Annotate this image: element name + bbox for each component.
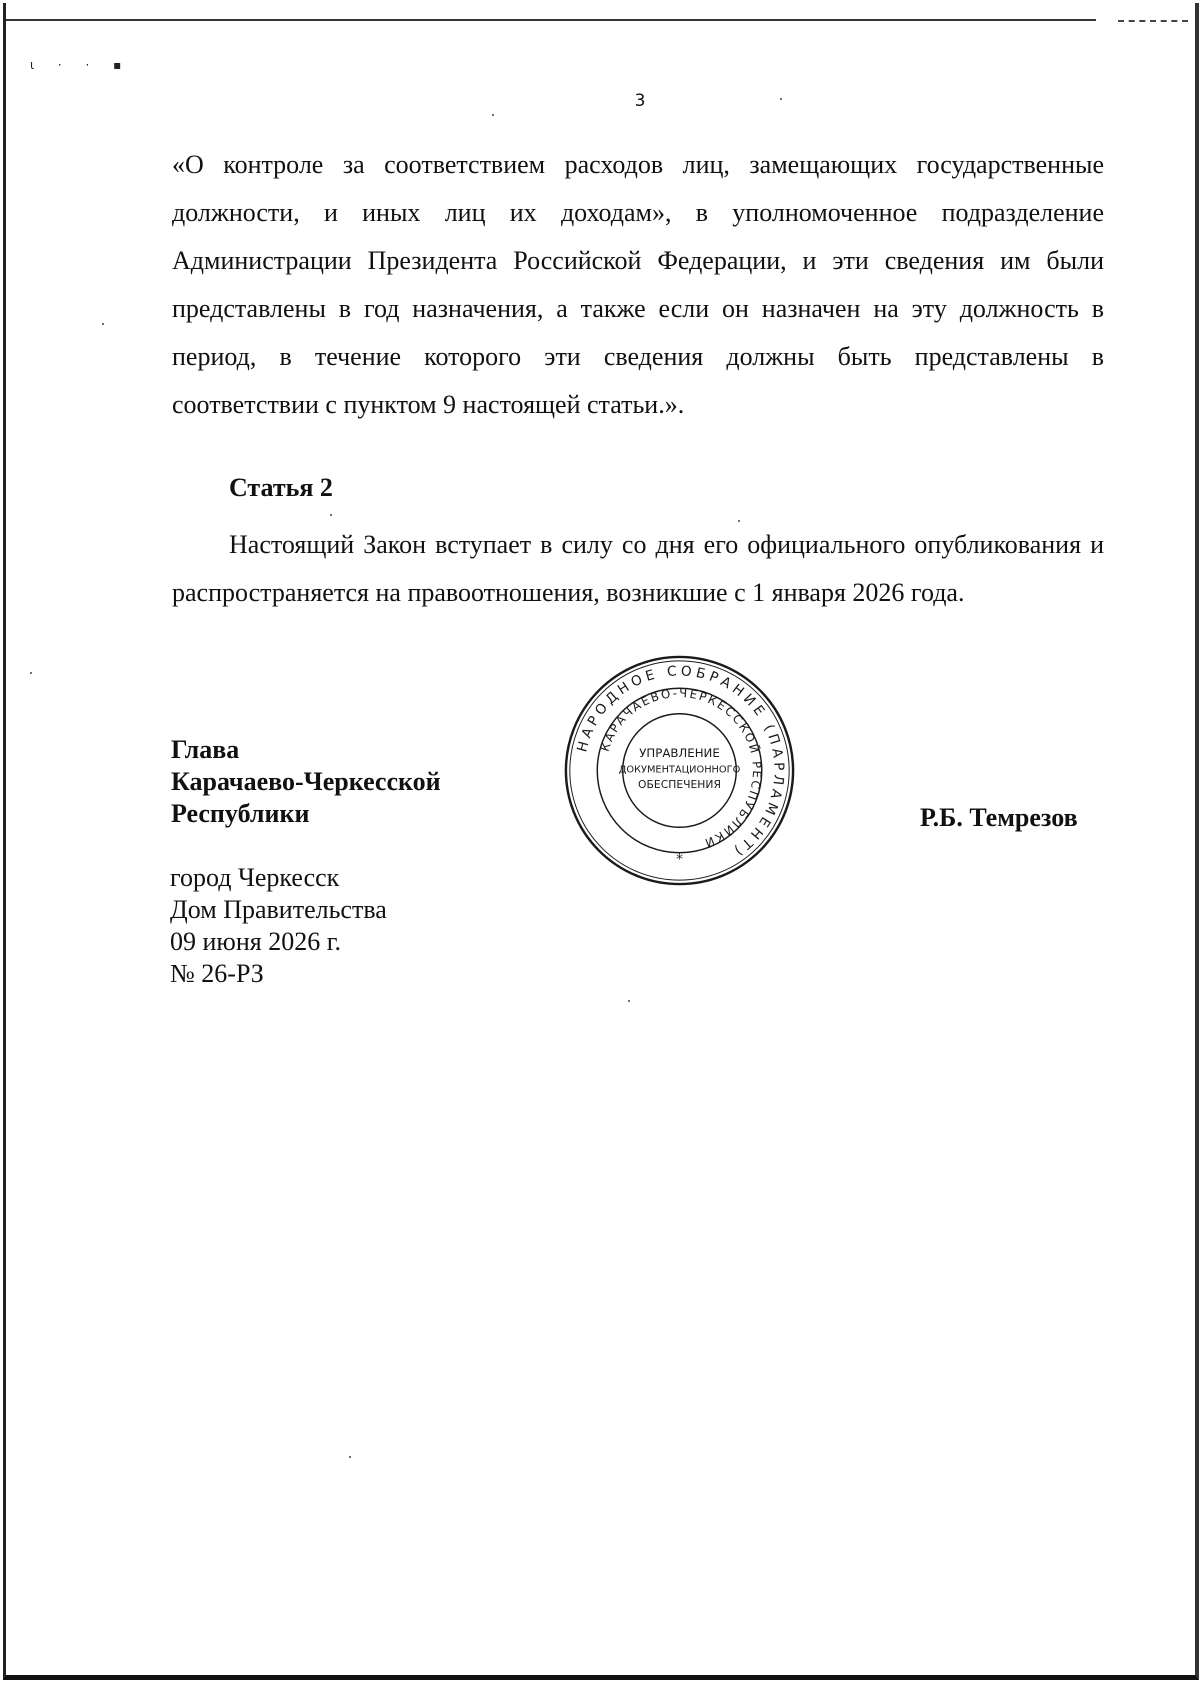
- seal-inner-text: КАРАЧАЕВО-ЧЕРКЕССКОЙ РЕСПУБЛИКИ: [597, 685, 765, 851]
- scan-speck: [628, 1000, 630, 1002]
- scan-speck: [492, 114, 494, 116]
- scan-speck: [102, 323, 104, 325]
- place-and-date: [170, 862, 387, 990]
- scan-marks: ι · · ▪: [30, 58, 132, 72]
- scan-top-line-dashed: [1118, 20, 1188, 22]
- place-city: город Черкесск: [170, 863, 340, 892]
- scan-speck: [780, 98, 782, 100]
- signatory-title-line-2: Карачаево-Черкесской: [171, 767, 441, 796]
- continuation-paragraph: «О контроле за соответствием расходов лиц, замещающих государственные должности, и иных лиц их доходам», в уполномоченное подразделение Администрации Президента Российской Федерации, и эти сведения им были представлены в год назначения, а также если он назначен на эту должность в период, в течение которого эти сведения должны быть представлены в соответствии с пунктом 9 настоящей статьи.».: [172, 150, 1104, 419]
- signatory-title-line-3: Республики: [171, 799, 310, 828]
- signatory-title-line-1: Глава: [171, 735, 240, 764]
- seal-center-line-3: ОБЕСПЕЧЕНИЯ: [638, 778, 721, 792]
- seal-center-line-2: ДОКУМЕНТАЦИОННОГО: [618, 764, 741, 776]
- seal-center-line-1: УПРАВЛЕНИЕ: [639, 745, 720, 760]
- signatory-name: Р.Б. Темрезов: [920, 803, 1078, 832]
- seal-outer-text: НАРОДНОЕ СОБРАНИЕ (ПАРЛАМЕНТ): [574, 663, 787, 861]
- place-building: Дом Правительства: [170, 895, 387, 924]
- signatory-title: [171, 734, 441, 830]
- official-seal: [562, 653, 797, 888]
- article-2-paragraph: Настоящий Закон вступает в силу со дня его официального опубликования и распространяется на правоотношения, возникшие с 1 января 2026 года.: [172, 530, 1104, 607]
- seal-star: *: [676, 851, 683, 868]
- document-date: 09 июня 2026 г.: [170, 927, 341, 956]
- scan-speck: [349, 1456, 351, 1458]
- scan-speck: [330, 514, 332, 516]
- document-number: № 26-РЗ: [170, 959, 264, 988]
- page-number: 3: [634, 91, 646, 111]
- article-heading: Статья 2: [229, 473, 333, 502]
- scan-top-line: [6, 19, 1096, 21]
- scan-speck: [30, 672, 32, 674]
